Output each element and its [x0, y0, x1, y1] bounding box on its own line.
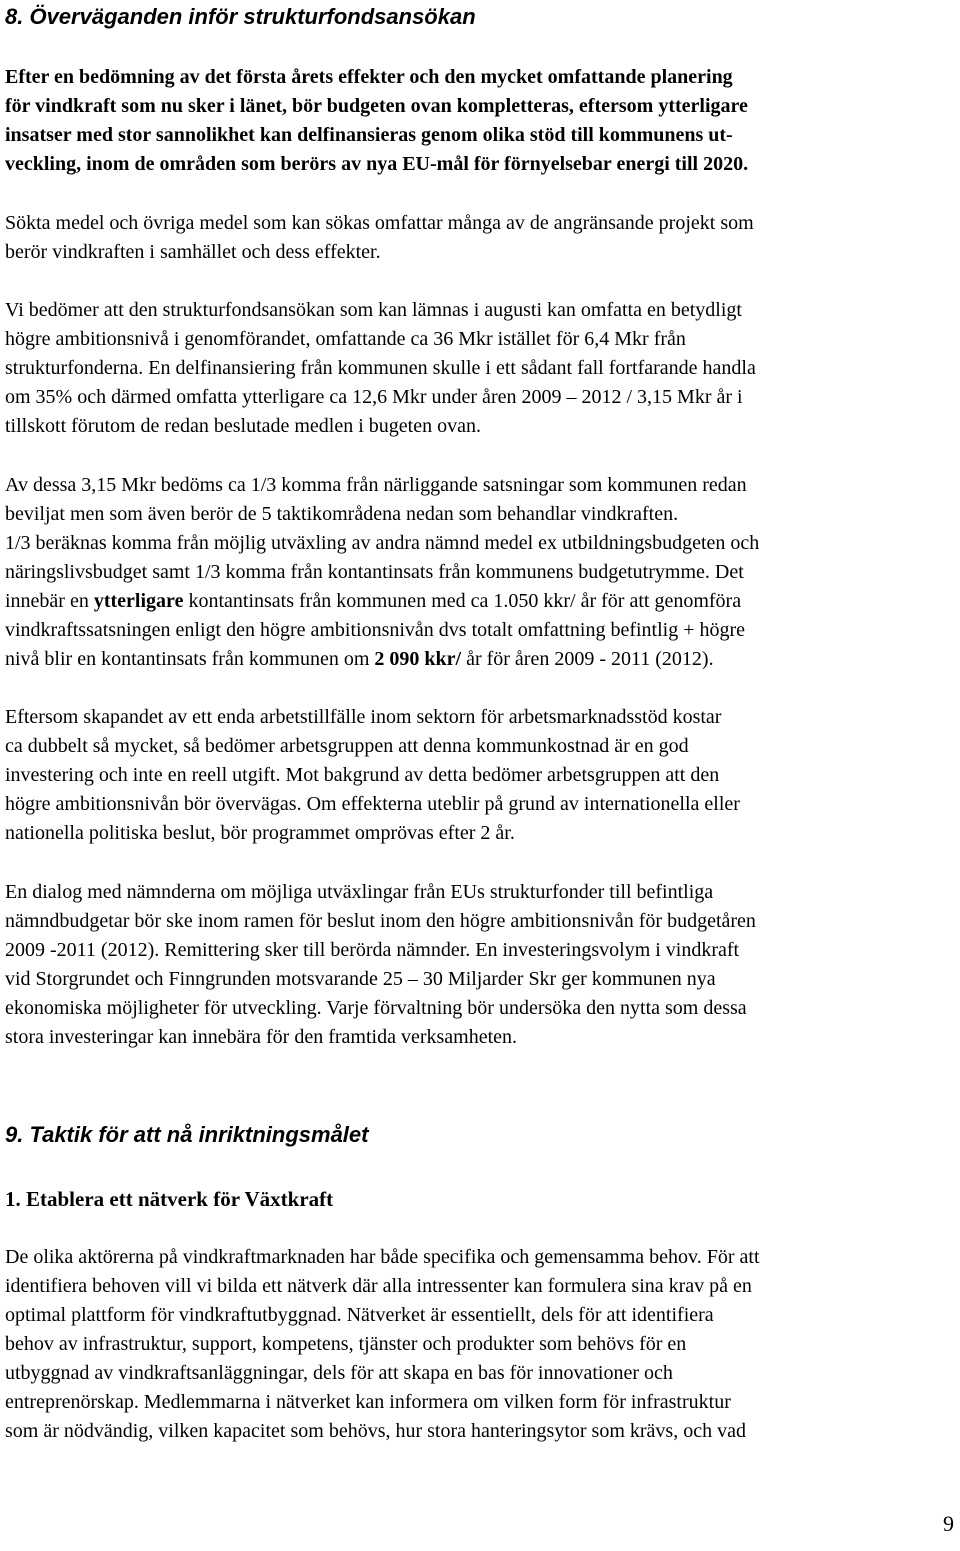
- text-line: Sökta medel och övriga medel som kan sökas omfattar många av de angränsande projekt som: [5, 212, 754, 234]
- emphasis-text: 2 090 kkr/: [374, 648, 462, 670]
- text-line: behov av infrastruktur, support, kompetens, tjänster och produkter som behövs för en: [5, 1333, 687, 1355]
- text-line: identifiera behoven vill vi bilda ett nätverk där alla intressenter kan formulera sina krav på en: [5, 1275, 752, 1297]
- text-line: En dialog med nämnderna om möjliga utväxlingar från EUs strukturfonder till befintliga: [5, 881, 714, 903]
- intro-paragraph: [5, 63, 957, 179]
- text-line: ekonomiska möjligheter för utveckling. Varje förvaltning bör undersöka den nytta som dessa: [5, 997, 747, 1019]
- text-line: [5, 587, 957, 616]
- text-line: investering och inte en reell utgift. Mot bakgrund av detta bedömer arbetsgruppen att den: [5, 764, 720, 786]
- subheading-natverk: 1. Etablera ett nätverk för Växtkraft: [5, 1187, 334, 1211]
- paragraph-aktorerna: [5, 1243, 957, 1446]
- text-line: ca dubbelt så mycket, så bedömer arbetsgruppen att denna kommunkostnad är en god: [5, 735, 689, 757]
- text-line: berör vindkraften i samhället och dess effekter.: [5, 241, 381, 263]
- text-line: entreprenörskap. Medlemmarna i nätverket kan informera om vilken form för infrastruktur: [5, 1391, 731, 1413]
- text-line: nationella politiska beslut, bör programmet omprövas efter 2 år.: [5, 822, 515, 844]
- text-line: 2009 -2011 (2012). Remittering sker till berörda nämnder. En investeringsvolym i vindkraft: [5, 939, 740, 961]
- text-segment: nivå blir en kontantinsats från kommunen om: [5, 648, 375, 670]
- paragraph-av-dessa: [5, 471, 957, 674]
- page-number: 9: [943, 1511, 954, 1536]
- emphasis-text: ytterligare: [93, 590, 184, 612]
- section-heading-9: 9. Taktik för att nå inriktningsmålet: [5, 1122, 369, 1147]
- text-line: högre ambitionsnivån bör övervägas. Om effekterna uteblir på grund av internationella eller: [5, 793, 740, 815]
- section-heading-8: 8. Överväganden inför strukturfondsansökan: [5, 4, 476, 29]
- text-line: Av dessa 3,15 Mkr bedöms ca 1/3 komma från närliggande satsningar som kommunen redan: [5, 474, 747, 496]
- text-line: stora investeringar kan innebära för den framtida verksamheten.: [5, 1026, 518, 1048]
- text-line: tillskott förutom de redan beslutade medlen i bugeten ovan.: [5, 415, 481, 437]
- text-line: för vindkraft som nu sker i länet, bör budgeten ovan kompletteras, eftersom ytterligare: [5, 95, 748, 117]
- text-line: optimal plattform för vindkraftutbyggnad. Nätverket är essentiellt, dels för att identifiera: [5, 1304, 714, 1326]
- text-line: beviljat men som även berör de 5 taktikområdena nedan som behandlar vindkraften.: [5, 503, 679, 525]
- text-line: De olika aktörerna på vindkraftmarknaden har både specifika och gemensamma behov. För att: [5, 1246, 760, 1268]
- text-line: högre ambitionsnivå i genomförandet, omfattande ca 36 Mkr istället för 6,4 Mkr från: [5, 328, 686, 350]
- text-line: utbyggnad av vindkraftsanläggningar, dels för att skapa en bas för innovationer och: [5, 1362, 673, 1384]
- text-segment: kontantinsats från kommunen med ca 1.050 kkr/ år för att genomföra: [183, 590, 742, 612]
- text-line: [5, 645, 957, 674]
- text-line: som är nödvändig, vilken kapacitet som behövs, hur stora hanteringsytor som krävs, och vad: [5, 1420, 746, 1442]
- text-segment: år för åren 2009 - 2011 (2012).: [461, 648, 714, 670]
- text-line: näringslivsbudget samt 1/3 komma från kontantinsats från kommunens budgetutrymme. Det: [5, 561, 744, 583]
- text-line: insatser med stor sannolikhet kan delfinansieras genom olika stöd till kommunens ut-: [5, 124, 733, 146]
- text-line: vid Storgrundet och Finngrunden motsvarande 25 – 30 Miljarder Skr ger kommunen nya: [5, 968, 716, 990]
- text-line: Eftersom skapandet av ett enda arbetstillfälle inom sektorn för arbetsmarknadsstöd kostar: [5, 706, 722, 728]
- text-line: 1/3 beräknas komma från möjlig utväxling av andra nämnd medel ex utbildningsbudgeten och: [5, 532, 760, 554]
- paragraph-eftersom: [5, 703, 957, 848]
- text-segment: innebär en: [5, 590, 94, 612]
- text-line: Vi bedömer att den strukturfondsansökan som kan lämnas i augusti kan omfatta en betydligt: [5, 299, 742, 321]
- paragraph-strukturfondsansokan: [5, 296, 957, 441]
- text-line: vindkraftssatsningen enligt den högre ambitionsnivån dvs totalt omfattning befintlig + högre: [5, 619, 746, 641]
- paragraph-sokta-medel: [5, 209, 957, 267]
- text-line: Efter en bedömning av det första årets effekter och den mycket omfattande planering: [5, 66, 733, 88]
- text-line: om 35% och därmed omfatta ytterligare ca 12,6 Mkr under åren 2009 – 2012 / 3,15 Mkr år i: [5, 386, 743, 408]
- paragraph-en-dialog: [5, 878, 957, 1052]
- text-line: veckling, inom de områden som berörs av nya EU-mål för förnyelsebar energi till 2020.: [5, 153, 749, 175]
- text-line: nämndbudgetar bör ske inom ramen för beslut inom den högre ambitionsnivån för budgetåren: [5, 910, 756, 932]
- text-line: strukturfonderna. En delfinansiering från kommunen skulle i ett sådant fall fortfarande handla: [5, 357, 756, 379]
